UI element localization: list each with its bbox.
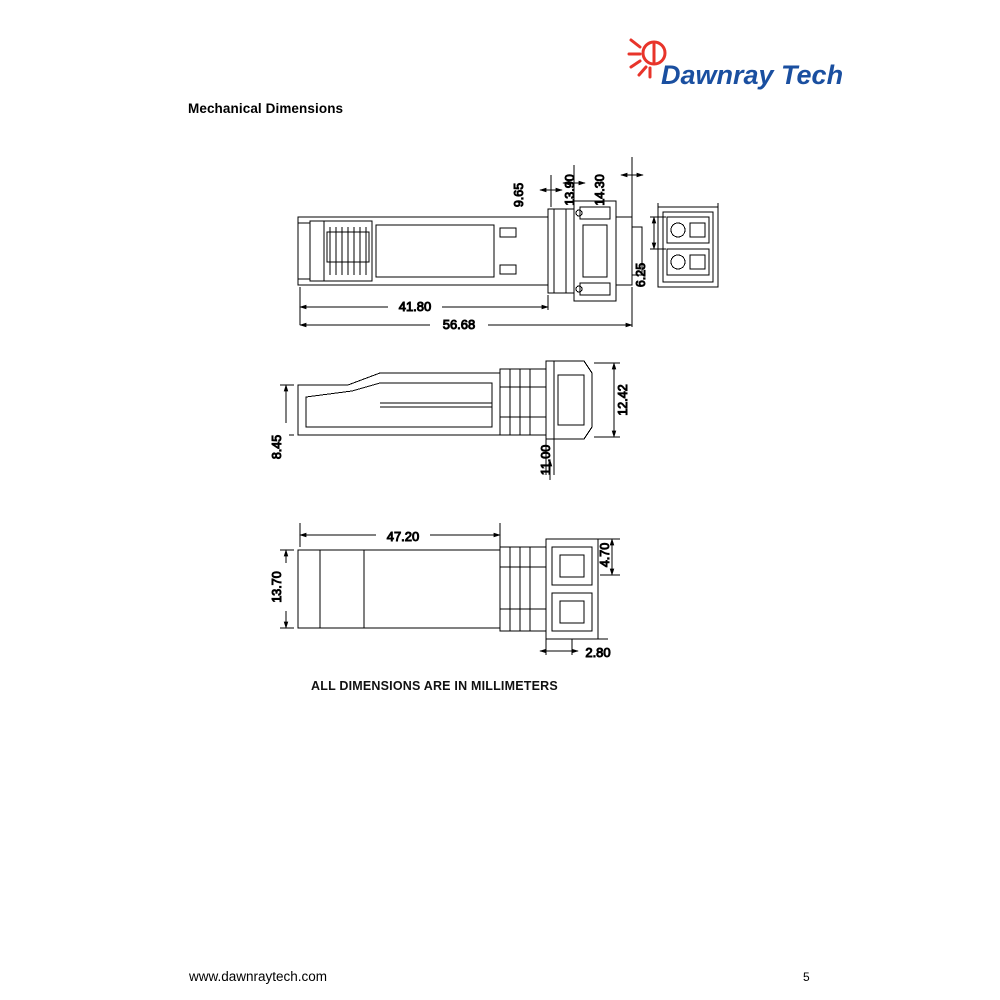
dim-label-8-45: 8.45 bbox=[270, 434, 284, 460]
dim-label-4-70: 4.70 bbox=[598, 542, 612, 568]
page-title: Mechanical Dimensions bbox=[188, 101, 344, 116]
dim-label-2-80: 2.80 bbox=[585, 645, 611, 660]
dim-label-13-90: 13.90 bbox=[563, 174, 577, 206]
view-side bbox=[298, 361, 592, 439]
drawing-caption: ALL DIMENSIONS ARE IN MILLIMETERS bbox=[311, 679, 558, 693]
dim-label-56-68: 56.68 bbox=[442, 317, 476, 332]
view-top bbox=[298, 201, 642, 301]
dim-label-9-65: 9.65 bbox=[512, 182, 526, 208]
dim-label-6-25: 6.25 bbox=[634, 262, 648, 288]
dim-label-41-80: 41.80 bbox=[398, 299, 432, 314]
logo-brand-text: Dawnray Tech bbox=[661, 60, 844, 90]
dim-label-12-42: 12.42 bbox=[616, 384, 630, 416]
view-front bbox=[658, 203, 718, 287]
footer-page-number: 5 bbox=[803, 970, 810, 984]
mechanical-drawing bbox=[180, 135, 820, 725]
dim-label-47-20: 47.20 bbox=[386, 529, 420, 544]
dim-label-14-30: 14.30 bbox=[593, 174, 607, 206]
company-logo bbox=[617, 26, 857, 88]
view-bottom bbox=[298, 539, 608, 639]
dim-label-11-00: 11.00 bbox=[539, 444, 553, 476]
dim-label-13-70: 13.70 bbox=[270, 571, 284, 603]
footer-website-url: www.dawnraytech.com bbox=[189, 969, 328, 984]
